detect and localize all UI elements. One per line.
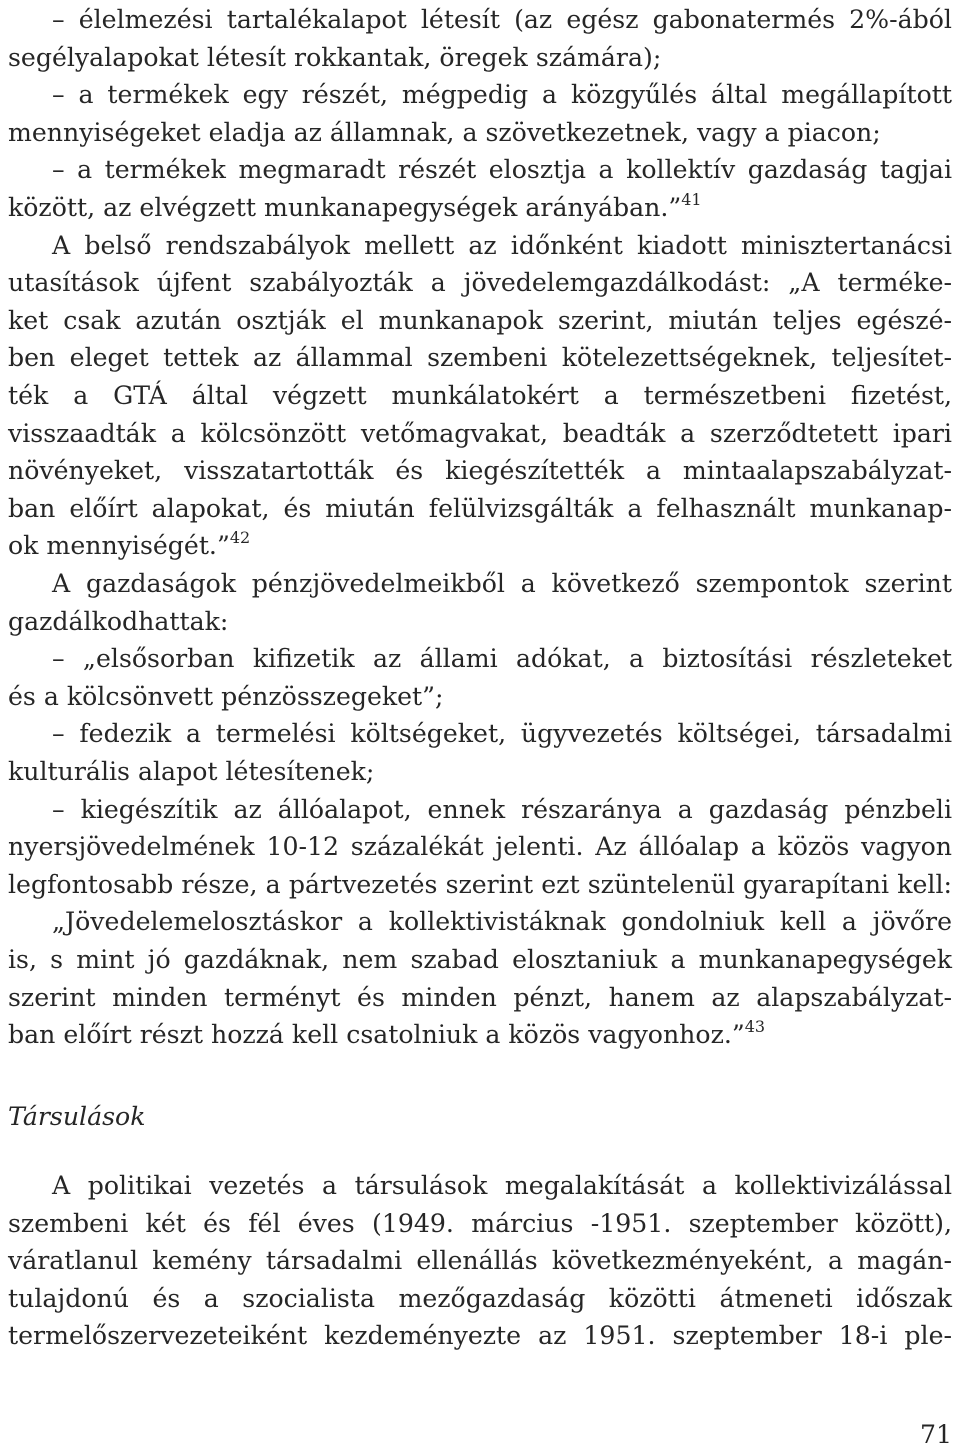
text-line-content: gazdálkodhattak: xyxy=(8,606,229,636)
text-line xyxy=(8,490,952,527)
text-line-content: A gazdaságok pénzjövedelmeikből a következő szempontok szerint xyxy=(52,569,952,598)
text-line xyxy=(8,1016,952,1053)
text-line-content: ték a GTÁ által végzett munkálatokért a természetbeni fizetést, xyxy=(8,381,952,410)
text-line xyxy=(8,264,952,301)
footnote-reference: 42 xyxy=(229,528,251,548)
text-line xyxy=(52,791,952,828)
text-line-content: termelőszervezeteiként kezdeményezte az 1951. szeptember 18-i ple- xyxy=(8,1321,952,1351)
text-line-content: A belső rendszabályok mellett az időnként kiadott minisztertanácsi xyxy=(52,230,952,260)
text-line xyxy=(8,114,952,151)
text-line xyxy=(8,1317,952,1354)
text-line-content: váratlanul kemény társadalmi ellenállás következményeként, a magán- xyxy=(8,1246,952,1276)
text-line xyxy=(8,678,952,715)
text-line xyxy=(8,1242,952,1279)
text-line-content: legfontosabb része, a pártvezetés szerint ezt szüntelenül gyarapítani kell: xyxy=(8,869,952,899)
text-line xyxy=(8,866,952,903)
text-line-content: tulajdonú és a szocialista mezőgazdaság közötti átmeneti időszak xyxy=(8,1283,952,1313)
text-line-content: ban előírt alapokat, és miután felülvizsgálták a felhasznált munkanap- xyxy=(8,493,952,523)
text-line-content: kulturális alapot létesítenek; xyxy=(8,757,375,786)
text-line-content: – kiegészítik az állóalapot, ennek részaránya a gazdaság pénzbeli xyxy=(52,794,952,824)
text-line xyxy=(8,603,952,640)
text-line xyxy=(8,339,952,376)
text-line xyxy=(52,1,952,38)
text-line xyxy=(52,76,952,113)
text-line xyxy=(52,903,952,940)
text-line-content: szerint minden terményt és minden pénzt, hanem az alapszabályzat- xyxy=(8,982,952,1012)
text-line xyxy=(8,415,952,452)
footnote-reference: 41 xyxy=(681,190,702,209)
text-line xyxy=(52,565,952,602)
text-line xyxy=(8,753,952,790)
text-line xyxy=(8,527,952,564)
text-line-content: és a kölcsönvett pénzösszegeket”; xyxy=(8,681,444,711)
section-heading: Társulások xyxy=(8,1102,146,1131)
text-line xyxy=(8,979,952,1016)
text-line-content: szembeni két és fél éves (1949. március -1951. szeptember között), xyxy=(8,1208,952,1238)
text-line-content: ok mennyiségét.” xyxy=(8,531,230,561)
page-number: 71 xyxy=(919,1420,952,1449)
text-line xyxy=(52,715,952,752)
text-line xyxy=(8,377,952,414)
text-line-content: utasítások újfent szabályozták a jövedelemgazdálkodást: „A terméke- xyxy=(8,268,952,298)
text-line-content: között, az elvégzett munkanapegységek arányában.” xyxy=(8,193,682,222)
footnote-reference: 43 xyxy=(744,1017,766,1037)
text-line-content: is, s mint jó gazdáknak, nem szabad elosztaniuk a munkanapegységek xyxy=(8,945,952,974)
text-line-content: mennyiségeket eladja az államnak, a szövetkezetnek, vagy a piacon; xyxy=(8,117,881,147)
text-line xyxy=(8,1205,952,1242)
text-line-content: „Jövedelemelosztáskor a kollektivistáknak gondolniuk kell a jövőre xyxy=(52,907,952,937)
text-line xyxy=(8,941,952,978)
text-line xyxy=(52,1167,952,1204)
text-line xyxy=(52,151,952,188)
text-line xyxy=(8,828,952,865)
text-line-content: ban előírt részt hozzá kell csatolniuk a közös vagyonhoz.” xyxy=(8,1020,745,1050)
text-line-content: visszaadták a kölcsönzött vetőmagvakat, beadták a szerződtetett ipari xyxy=(8,418,952,448)
text-line xyxy=(52,227,952,264)
text-line xyxy=(8,1280,952,1317)
text-line xyxy=(8,452,952,489)
text-line xyxy=(8,189,952,226)
text-line-content: segélyalapokat létesít rokkantak, öregek számára); xyxy=(8,42,662,72)
text-line-content: – a termékek megmaradt részét elosztja a kollektív gazdaság tagjai xyxy=(52,155,952,185)
text-line-content: ket csak azután osztják el munkanapok szerint, miután teljes egészé- xyxy=(8,305,952,335)
text-line xyxy=(8,302,952,339)
text-line-content: A politikai vezetés a társulások megalakítását a kollektivizálással xyxy=(52,1171,952,1200)
text-line-content: nyersjövedelmének 10-12 százalékát jelenti. Az állóalap a közös vagyon xyxy=(8,832,952,862)
text-line-content: ben eleget tettek az állammal szembeni kötelezettségeknek, teljesítet- xyxy=(8,343,952,373)
text-line-content: – élelmezési tartalékalapot létesít (az egész gabonatermés 2%-ából xyxy=(52,5,952,34)
text-line xyxy=(52,640,952,677)
text-line-content: – „elsősorban kifizetik az állami adókat, a biztosítási részleteket xyxy=(52,644,952,674)
text-line-content: – a termékek egy részét, mégpedig a közgyűlés által megállapított xyxy=(52,80,952,110)
text-line-content: növényeket, visszatartották és kiegészítették a mintaalapszabályzat- xyxy=(8,456,952,486)
text-line-content: – fedezik a termelési költségeket, ügyvezetés költségei, társadalmi xyxy=(52,719,952,749)
text-line xyxy=(8,39,952,76)
